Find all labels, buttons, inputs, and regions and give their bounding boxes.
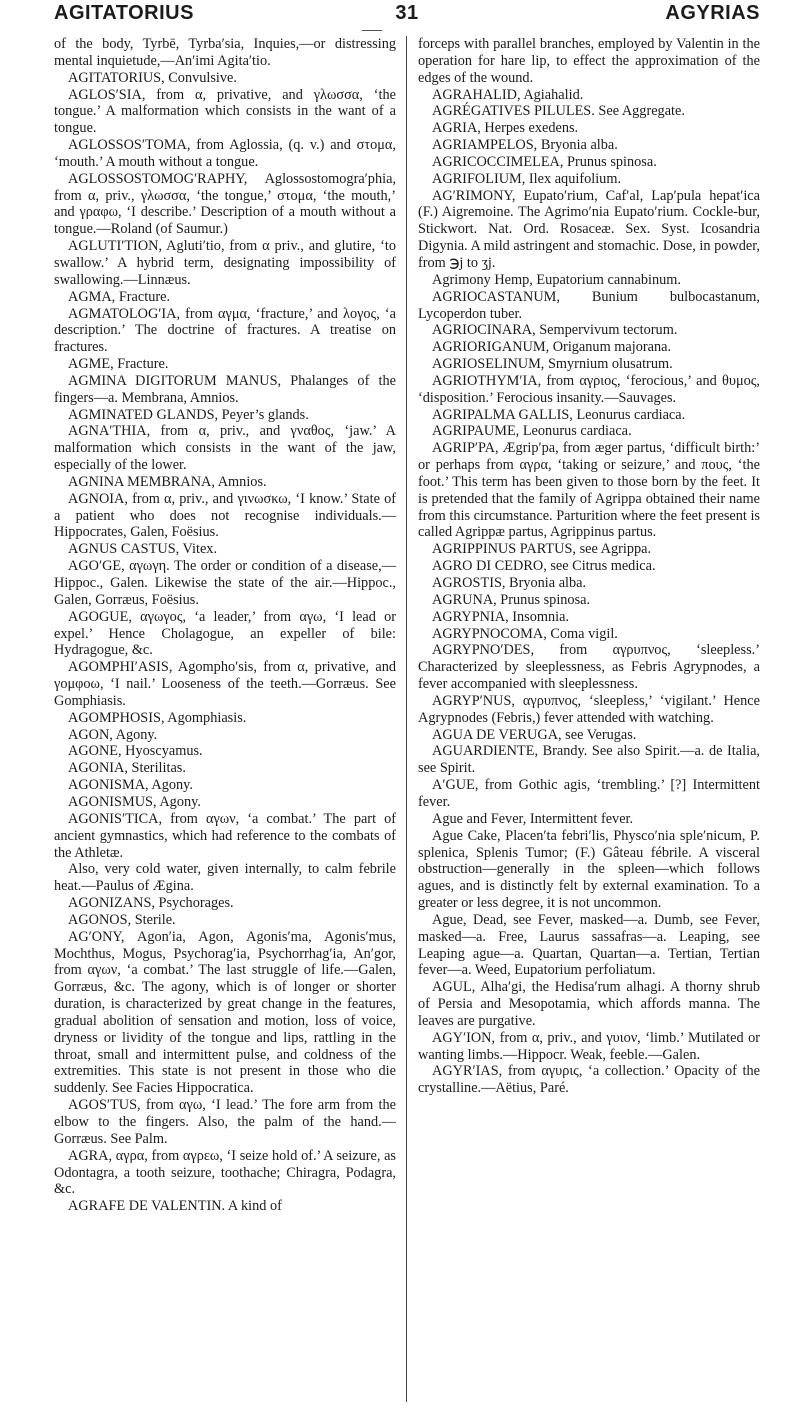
dictionary-entry: AGUL, Alha′gi, the Hedisa′rum alhagi. A thorny shrub of Persia and Mesopotamia, which affords manna. The leaves are purgative. — [418, 979, 760, 1029]
dictionary-entry: AG′RIMONY, Eupato′rium, Caf′al, Lap′pula hepat′ica (F.) Aigremoine. The Agrimo′nia Eupato′rium. Cockle-bur, Stickwort. Nat. Ord. Rosaceæ. Sex. Syst. Icosandria Digynia. A mild astringent and stomachic. Dose, in powder, from ℈j to ʒj. — [418, 187, 760, 271]
dictionary-entry: AGNINA MEMBRANA, Amnios. — [68, 473, 267, 490]
dictionary-entry: Also, very cold water, given internally, to calm febrile heat.—Paulus of Ægina. — [54, 861, 396, 895]
running-head-right-guide-word: AGYRIAS — [665, 2, 760, 24]
dictionary-entry: AGRIOTHYM′IA, from αγριος, ‘ferocious,’ and θυμος, ‘disposition.’ Ferocious insanity.—Sauvages. — [418, 372, 760, 406]
dictionary-entry: AGRYPNO′DES, from αγρυπνος, ‘sleepless.’ Characterized by sleeplessness, as Febris Agrypnodes, a fever accompanied with sleeplessness. — [418, 642, 760, 693]
dictionary-entry: AGO′GE, αγωγη. The order or condition of a disease,—Hippoc., Galen. Likewise the state of the air.—Hippoc., Galen, Gorræus, Foësius. — [54, 558, 396, 608]
dictionary-entry: AGRIAMPELOS, Bryonia alba. — [432, 137, 618, 154]
dictionary-entry: AGMINA DIGITORUM MANUS, Phalanges of the fingers—a. Membrana, Amnios. — [54, 372, 396, 406]
dictionary-entry: AGNUS CASTUS, Vitex. — [68, 541, 218, 558]
dictionary-entry: AGRIORIGANUM, Origanum majorana. — [432, 339, 672, 356]
dictionary-entry: AGRIFOLIUM, Ilex aquifolium. — [432, 170, 622, 187]
dictionary-entry: AGONIA, Sterilitas. — [68, 760, 186, 777]
dictionary-entry: of the body, Tyrbē, Tyrba′sia, Inquies,—or distressing mental inquietude,—An′imi Agita′tio. — [54, 36, 396, 69]
dictionary-entry: AGOMPHOSIS, Agomphiasis. — [68, 709, 247, 726]
column-divider — [406, 36, 407, 1402]
dictionary-entry: AGONISMA, Agony. — [68, 777, 193, 794]
dictionary-entry: AGRIP′PA, Ægrip′pa, from æger partus, ‘difficult birth:’ or perhaps from αγρα, ‘taking or seizure,’ and πους, ‘the foot.’ This term has been given to those born by the feet. It is pretended that the family of Agrippa obtained their name from this circumstance. Parturition where the feet present is called Agrippæ partus, Agrippinus partus. — [418, 440, 760, 541]
dictionary-entry: AGONISMUS, Agony. — [68, 793, 201, 810]
running-head — [54, 2, 760, 32]
dictionary-entry: AGLOSSOSTOMOG′RAPHY, Aglossostomogra′phia, from α, priv., γλωσσα, ‘the tongue,’ στομα, ‘the mouth,’ and γραφω, ‘I describe.’ Description of a mouth without a tongue.—Roland (of Saumur.) — [54, 170, 396, 238]
dictionary-entry: A′GUE, from Gothic agis, ‘trembling.’ [?] Intermittent fever. — [418, 777, 760, 810]
dictionary-entry: AGMA, Fracture. — [68, 288, 171, 305]
dictionary-entry: AGRIOCINARA, Sempervivum tectorum. — [432, 322, 678, 339]
dictionary-entry: AGROSTIS, Bryonia alba. — [432, 575, 587, 591]
dictionary-entry: AGYR′IAS, from αγυρις, ‘a collection.’ Opacity of the crystalline.—Aëtius, Paré. — [418, 1063, 760, 1097]
dictionary-entry: AGRIPPINUS PARTUS, see Agrippa. — [432, 541, 652, 558]
dictionary-entry: AGRIPAUME, Leonurus cardiaca. — [432, 423, 632, 440]
dictionary-entry: Ague, Dead, see Fever, masked—a. Dumb, see Fever, masked—a. Free, Laurus sassafras—a. Leaping, see Leaping ague—a. Quartan, Quartan—a. Tertian, Tertian fever—a. Weed, Eupatorium perfoliatum. — [418, 911, 760, 979]
dictionary-entry: AGOMPHI′ASIS, Agompho′sis, from α, privative, and γομφοω, ‘I nail.’ Looseness of the teeth.—Gorræus. See Gomphiasis. — [54, 659, 396, 709]
dictionary-entry: AGRAHALID, Agiahalid. — [432, 86, 584, 103]
dictionary-entry: Agrimony Hemp, Eupatorium cannabinum. — [432, 271, 681, 288]
dictionary-entry: AGRUNA, Prunus spinosa. — [432, 591, 591, 608]
dictionary-entry: AGONIS′TICA, from αγων, ‘a combat.’ The part of ancient gymnastics, which had reference to the combats of the Athletæ. — [54, 810, 396, 861]
dictionary-entry: AGRYPNIA, Insomnia. — [432, 608, 570, 625]
dictionary-entry: AGMATOLOG′IA, from αγμα, ‘fracture,’ and λογος, ‘a description.’ The doctrine of fractures. A treatise on fractures. — [54, 305, 396, 356]
dictionary-entry: AGRIOCASTANUM, Bunium bulbocastanum, Lycoperdon tuber. — [418, 288, 760, 322]
dictionary-entry: AGNA′THIA, from α, priv., and γναθος, ‘jaw.’ A malformation which consists in the want of the jaw, especially of the lower. — [54, 423, 396, 474]
dictionary-entry: AGRA, αγρα, from αγρεω, ‘I seize hold of.’ A seizure, as Odontagra, a tooth seizure, toothache; Chiragra, Podagra, &c. — [54, 1147, 396, 1198]
dictionary-entry: AGY′ION, from α, priv., and γυιον, ‘limb.’ Mutilated or wanting limbs.—Hippocr. Weak, feeble.—Galen. — [418, 1029, 760, 1063]
dictionary-entry: AGRIA, Herpes exedens. — [432, 120, 579, 137]
dictionary-entry: AGONOS, Sterile. — [68, 911, 176, 928]
dictionary-entry: AGONIZANS, Psychorages. — [68, 895, 234, 912]
dictionary-entry: AGOGUE, αγωγος, ‘a leader,’ from αγω, ‘I lead or expel.’ Hence Cholagogue, an expeller of bile: Hydragogue, &c. — [54, 608, 396, 659]
dictionary-entry: AGLOSSOS′TOMA, from Aglossia, (q. v.) and στομα, ‘mouth.’ A mouth without a tongue. — [54, 137, 396, 170]
dictionary-entry: Ague Cake, Placen′ta febri′lis, Physco′nia sple′nicum, P. splenica, Splenis Tumor; (F.) Gâteau fébrile. A visceral obstruction—generally in the spleen—which follows agues, and is distinctly felt by external examination. To a greater or less degree, it is not uncommon. — [418, 827, 760, 912]
dictionary-entry: AGRIOSELINUM, Smyrnium olusatrum. — [432, 356, 673, 373]
dictionary-entry: AGRIPALMA GALLIS, Leonurus cardiaca. — [432, 406, 686, 423]
right-column — [418, 36, 760, 1406]
dictionary-entry: AGRYP′NUS, αγρυπνος, ‘sleepless,’ ‘vigilant.’ Hence Agrypnodes (Febris,) fever attended with watching. — [418, 692, 760, 726]
dictionary-entry: AGUARDIENTE, Brandy. See also Spirit.—a. de Italia, see Spirit. — [418, 743, 760, 777]
dictionary-entry: AGLUTI′TION, Agluti′tio, from α priv., and glutire, ‘to swallow.’ A hybrid term, designating impossibility of swallowing.—Linnæus. — [54, 238, 396, 288]
dictionary-entry: forceps with parallel branches, employed by Valentin in the operation for hare lip, to effect the approximation of the edges of the wound. — [418, 36, 760, 86]
dictionary-entry: AGRICOCCIMELEA, Prunus spinosa. — [432, 153, 657, 170]
dictionary-entry: AGOS′TUS, from αγω, ‘I lead.’ The fore arm from the elbow to the fingers. Also, the palm of the hand.—Gorræus. See Palm. — [54, 1097, 396, 1147]
dictionary-entry: Ague and Fever, Intermittent fever. — [432, 810, 634, 827]
dictionary-entry: AGRAFE DE VALENTIN. A kind of — [68, 1198, 282, 1215]
dictionary-entry: AGRYPNOCOMA, Coma vigil. — [432, 625, 618, 642]
page-number: 31 — [395, 2, 419, 24]
dictionary-entry: AGMINATED GLANDS, Peyer’s glands. — [68, 406, 309, 423]
dictionary-entry: AGITATORIUS, Convulsive. — [68, 69, 237, 86]
dictionary-entry: AGLOS′SIA, from α, privative, and γλωσσα, ‘the tongue.’ A malformation which consists in the want of a tongue. — [54, 86, 396, 137]
running-head-left-guide-word: AGITATORIUS — [54, 2, 194, 24]
dictionary-entry: AG′ONY, Agon′ia, Agon, Agonis′ma, Agonis′mus, Mochthus, Mogus, Psychorag′ia, Psychorrhag′ia, An′gor, from αγων, ‘a combat.’ The last struggle of life.—Galen, Gorræus, &c. The agony, which is of longer or shorter duration, is characterized by great change in the features, gradual abolition of sensation and motion, loss of voice, dryness or lividity of the tongue and lips, rattling in the throat, small and intermittent pulse, and coldness of the extremities. This state is not present in those who die suddenly. See Facies Hippocratica. — [54, 928, 396, 1097]
dictionary-entry: AGRÉGATIVES PILULES. See Aggregate. — [432, 103, 685, 120]
dictionary-entry: AGUA DE VERUGA, see Verugas. — [432, 726, 637, 743]
dictionary-entry: AGRO DI CEDRO, see Citrus medica. — [432, 558, 656, 575]
dictionary-entry: AGNOIA, from α, priv., and γινωσκω, ‘I know.’ State of a patient who does not recognise individuals.—Hippocrates, Galen, Foësius. — [54, 490, 396, 541]
left-column — [54, 36, 396, 1406]
dictionary-entry: AGME, Fracture. — [68, 356, 169, 373]
dictionary-entry: AGONE, Hyoscyamus. — [68, 743, 203, 760]
page-number-ornament — [362, 30, 382, 31]
dictionary-entry: AGON, Agony. — [68, 726, 158, 743]
